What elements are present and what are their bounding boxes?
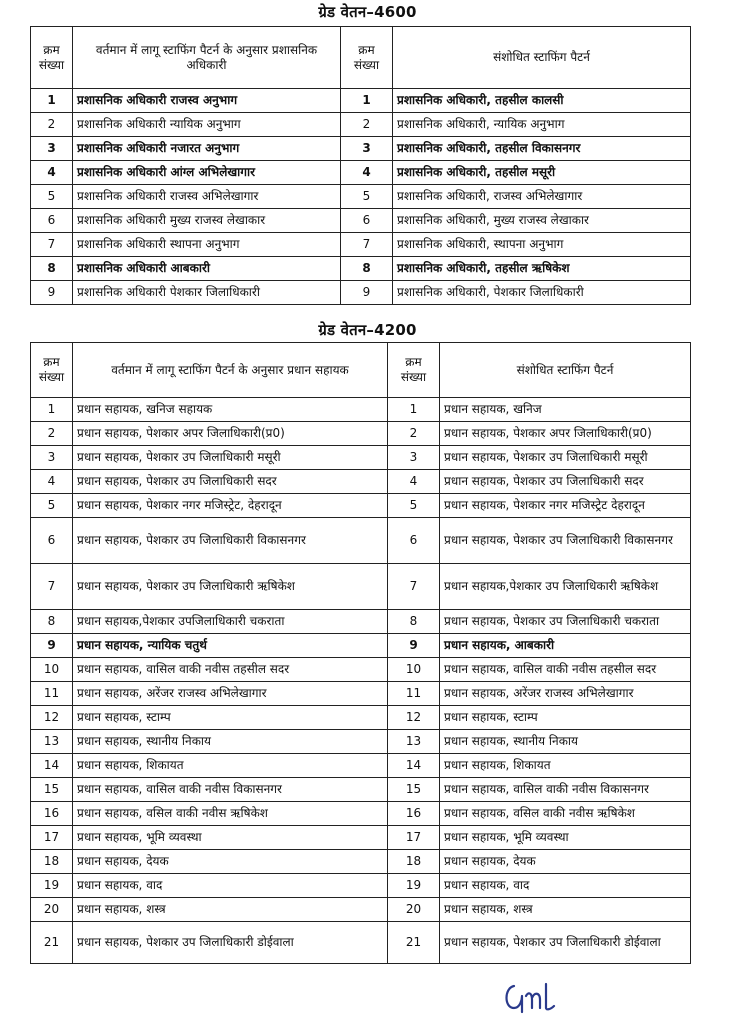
cell-sno-right: 13 xyxy=(388,730,440,754)
cell-sno-right: 4 xyxy=(388,470,440,494)
cell-revised: प्रधान सहायक, आबकारी xyxy=(440,634,691,658)
cell-sno-left: 5 xyxy=(31,185,73,209)
cell-current: प्रधान सहायक, पेशकार नगर मजिस्ट्रेट, देहरादून xyxy=(73,494,388,518)
cell-current: प्रधान सहायक, भूमि व्यवस्था xyxy=(73,826,388,850)
cell-revised: प्रशासनिक अधिकारी, स्थापना अनुभाग xyxy=(393,233,691,257)
cell-sno-left: 9 xyxy=(31,634,73,658)
signature xyxy=(500,978,560,1018)
cell-revised: प्रशासनिक अधिकारी, तहसील कालसी xyxy=(393,89,691,113)
cell-sno-right: 14 xyxy=(388,754,440,778)
table-row xyxy=(31,209,691,233)
cell-current: प्रशासनिक अधिकारी आबकारी xyxy=(73,257,341,281)
cell-revised: प्रधान सहायक, पेशकार उप जिलाधिकारी सदर xyxy=(440,470,691,494)
cell-revised: प्रधान सहायक, वासिल वाकी नवीस तहसील सदर xyxy=(440,658,691,682)
cell-current: प्रधान सहायक, शिकायत xyxy=(73,754,388,778)
cell-revised: प्रशासनिक अधिकारी, तहसील मसूरी xyxy=(393,161,691,185)
header-sno-left: क्रम संख्या xyxy=(31,27,73,89)
cell-sno-right: 3 xyxy=(341,137,393,161)
cell-revised: प्रधान सहायक, खनिज xyxy=(440,398,691,422)
cell-sno-left: 21 xyxy=(31,922,73,964)
header-sno-right: क्रम संख्या xyxy=(341,27,393,89)
cell-current: प्रधान सहायक, पेशकार उप जिलाधिकारी सदर xyxy=(73,470,388,494)
table-row xyxy=(31,730,691,754)
cell-current: प्रशासनिक अधिकारी स्थापना अनुभाग xyxy=(73,233,341,257)
cell-revised: प्रधान सहायक, स्थानीय निकाय xyxy=(440,730,691,754)
cell-sno-left: 9 xyxy=(31,281,73,305)
table-row xyxy=(31,494,691,518)
table-row xyxy=(31,922,691,964)
table-row xyxy=(31,898,691,922)
cell-sno-left: 4 xyxy=(31,470,73,494)
cell-sno-left: 20 xyxy=(31,898,73,922)
table-row xyxy=(31,281,691,305)
cell-sno-right: 3 xyxy=(388,446,440,470)
table-row xyxy=(31,257,691,281)
cell-sno-right: 18 xyxy=(388,850,440,874)
table-row xyxy=(31,518,691,564)
cell-revised: प्रधान सहायक, वाद xyxy=(440,874,691,898)
cell-current: प्रधान सहायक, वसिल वाकी नवीस ऋषिकेश xyxy=(73,802,388,826)
table-header-row xyxy=(31,343,691,398)
table-row xyxy=(31,564,691,610)
cell-current: प्रधान सहायक, न्यायिक चतुर्थ xyxy=(73,634,388,658)
cell-sno-right: 11 xyxy=(388,682,440,706)
cell-current: प्रधान सहायक, वाद xyxy=(73,874,388,898)
header-sno-right: क्रम संख्या xyxy=(388,343,440,398)
cell-sno-right: 1 xyxy=(388,398,440,422)
cell-sno-left: 13 xyxy=(31,730,73,754)
cell-sno-right: 16 xyxy=(388,802,440,826)
cell-sno-left: 17 xyxy=(31,826,73,850)
cell-current: प्रधान सहायक, स्थानीय निकाय xyxy=(73,730,388,754)
cell-sno-right: 1 xyxy=(341,89,393,113)
header-revised-pattern: संशोधित स्टाफिंग पैटर्न xyxy=(440,343,691,398)
cell-revised: प्रशासनिक अधिकारी, तहसील ऋषिकेश xyxy=(393,257,691,281)
cell-revised: प्रधान सहायक, भूमि व्यवस्था xyxy=(440,826,691,850)
cell-revised: प्रधान सहायक, स्टाम्प xyxy=(440,706,691,730)
cell-revised: प्रशासनिक अधिकारी, न्यायिक अनुभाग xyxy=(393,113,691,137)
cell-current: प्रधान सहायक, पेशकार उप जिलाधिकारी मसूरी xyxy=(73,446,388,470)
cell-sno-left: 12 xyxy=(31,706,73,730)
cell-current: प्रधान सहायक,पेशकार उपजिलाधिकारी चकराता xyxy=(73,610,388,634)
header-current-pattern: वर्तमान में लागू स्टाफिंग पैटर्न के अनुसार प्रशासनिक अधिकारी xyxy=(73,27,341,89)
cell-revised: प्रधान सहायक, पेशकार नगर मजिस्ट्रेट देहरादून xyxy=(440,494,691,518)
table-row xyxy=(31,446,691,470)
cell-sno-right: 7 xyxy=(341,233,393,257)
cell-sno-right: 9 xyxy=(388,634,440,658)
table-row xyxy=(31,706,691,730)
cell-current: प्रशासनिक अधिकारी राजस्व अनुभाग xyxy=(73,89,341,113)
cell-sno-right: 7 xyxy=(388,564,440,610)
cell-sno-right: 6 xyxy=(341,209,393,233)
header-current-pattern: वर्तमान में लागू स्टाफिंग पैटर्न के अनुसार प्रधान सहायक xyxy=(73,343,388,398)
table-row xyxy=(31,778,691,802)
cell-sno-left: 11 xyxy=(31,682,73,706)
cell-current: प्रधान सहायक, वासिल वाकी नवीस विकासनगर xyxy=(73,778,388,802)
table-row xyxy=(31,233,691,257)
header-revised-pattern: संशोधित स्टाफिंग पैटर्न xyxy=(393,27,691,89)
cell-revised: प्रधान सहायक, वासिल वाकी नवीस विकासनगर xyxy=(440,778,691,802)
cell-sno-left: 14 xyxy=(31,754,73,778)
cell-revised: प्रधान सहायक, पेशकार उप जिलाधिकारी डोईवाला xyxy=(440,922,691,964)
table-row xyxy=(31,137,691,161)
cell-sno-left: 3 xyxy=(31,446,73,470)
table-row xyxy=(31,610,691,634)
cell-sno-left: 2 xyxy=(31,113,73,137)
cell-current: प्रधान सहायक, पेशकार अपर जिलाधिकारी(प्र0) xyxy=(73,422,388,446)
cell-revised: प्रधान सहायक, अरेंजर राजस्व अभिलेखागार xyxy=(440,682,691,706)
cell-current: प्रधान सहायक, पेशकार उप जिलाधिकारी विकासनगर xyxy=(73,518,388,564)
table-row xyxy=(31,658,691,682)
cell-sno-right: 15 xyxy=(388,778,440,802)
table-row xyxy=(31,398,691,422)
cell-sno-right: 4 xyxy=(341,161,393,185)
cell-revised: प्रधान सहायक, देयक xyxy=(440,850,691,874)
table-header-row xyxy=(31,27,691,89)
header-sno-left: क्रम संख्या xyxy=(31,343,73,398)
cell-revised: प्रधान सहायक, पेशकार अपर जिलाधिकारी(प्र0) xyxy=(440,422,691,446)
cell-sno-right: 6 xyxy=(388,518,440,564)
cell-sno-left: 4 xyxy=(31,161,73,185)
cell-revised: प्रधान सहायक, पेशकार उप जिलाधिकारी मसूरी xyxy=(440,446,691,470)
cell-current: प्रधान सहायक, अरेंजर राजस्व अभिलेखागार xyxy=(73,682,388,706)
cell-sno-left: 10 xyxy=(31,658,73,682)
cell-sno-right: 2 xyxy=(341,113,393,137)
cell-revised: प्रशासनिक अधिकारी, मुख्य राजस्व लेखाकार xyxy=(393,209,691,233)
cell-current: प्रशासनिक अधिकारी आंग्ल अभिलेखागार xyxy=(73,161,341,185)
table-row xyxy=(31,874,691,898)
cell-sno-left: 1 xyxy=(31,89,73,113)
table-row xyxy=(31,634,691,658)
cell-sno-right: 5 xyxy=(388,494,440,518)
cell-sno-right: 19 xyxy=(388,874,440,898)
cell-sno-left: 19 xyxy=(31,874,73,898)
section2-title: ग्रेड वेतन–4200 xyxy=(318,321,417,339)
cell-sno-left: 8 xyxy=(31,610,73,634)
cell-sno-left: 7 xyxy=(31,564,73,610)
table-row xyxy=(31,850,691,874)
cell-revised: प्रशासनिक अधिकारी, पेशकार जिलाधिकारी xyxy=(393,281,691,305)
cell-sno-right: 17 xyxy=(388,826,440,850)
cell-revised: प्रधान सहायक, वसिल वाकी नवीस ऋषिकेश xyxy=(440,802,691,826)
table-grade-4200 xyxy=(30,342,691,964)
cell-sno-right: 5 xyxy=(341,185,393,209)
cell-current: प्रधान सहायक, पेशकार उप जिलाधिकारी डोईवाला xyxy=(73,922,388,964)
cell-revised: प्रधान सहायक, पेशकार उप जिलाधिकारी चकराता xyxy=(440,610,691,634)
cell-sno-left: 8 xyxy=(31,257,73,281)
cell-current: प्रशासनिक अधिकारी पेशकार जिलाधिकारी xyxy=(73,281,341,305)
cell-sno-left: 2 xyxy=(31,422,73,446)
table-row xyxy=(31,470,691,494)
cell-revised: प्रधान सहायक, शस्त्र xyxy=(440,898,691,922)
table-row xyxy=(31,185,691,209)
cell-sno-right: 2 xyxy=(388,422,440,446)
cell-sno-right: 21 xyxy=(388,922,440,964)
section1-title: ग्रेड वेतन–4600 xyxy=(318,3,417,21)
table-row xyxy=(31,89,691,113)
cell-current: प्रधान सहायक, खनिज सहायक xyxy=(73,398,388,422)
cell-current: प्रधान सहायक, वासिल वाकी नवीस तहसील सदर xyxy=(73,658,388,682)
table-grade-4600 xyxy=(30,26,691,305)
cell-current: प्रधान सहायक, पेशकार उप जिलाधिकारी ऋषिकेश xyxy=(73,564,388,610)
cell-sno-right: 12 xyxy=(388,706,440,730)
table-row xyxy=(31,682,691,706)
cell-sno-left: 6 xyxy=(31,209,73,233)
table-row xyxy=(31,161,691,185)
cell-revised: प्रधान सहायक,पेशकार उप जिलाधिकारी ऋषिकेश xyxy=(440,564,691,610)
table-row xyxy=(31,826,691,850)
cell-revised: प्रधान सहायक, पेशकार उप जिलाधिकारी विकासनगर xyxy=(440,518,691,564)
cell-current: प्रधान सहायक, शस्त्र xyxy=(73,898,388,922)
cell-sno-left: 18 xyxy=(31,850,73,874)
cell-sno-right: 8 xyxy=(341,257,393,281)
cell-current: प्रशासनिक अधिकारी न्यायिक अनुभाग xyxy=(73,113,341,137)
table-row xyxy=(31,802,691,826)
cell-sno-left: 15 xyxy=(31,778,73,802)
cell-sno-right: 10 xyxy=(388,658,440,682)
table-row xyxy=(31,113,691,137)
cell-sno-left: 1 xyxy=(31,398,73,422)
cell-sno-left: 3 xyxy=(31,137,73,161)
table-row xyxy=(31,754,691,778)
cell-current: प्रधान सहायक, देयक xyxy=(73,850,388,874)
cell-sno-right: 8 xyxy=(388,610,440,634)
cell-sno-right: 20 xyxy=(388,898,440,922)
cell-revised: प्रशासनिक अधिकारी, तहसील विकासनगर xyxy=(393,137,691,161)
cell-current: प्रशासनिक अधिकारी नजारत अनुभाग xyxy=(73,137,341,161)
cell-sno-right: 9 xyxy=(341,281,393,305)
cell-sno-left: 6 xyxy=(31,518,73,564)
cell-current: प्रशासनिक अधिकारी मुख्य राजस्व लेखाकार xyxy=(73,209,341,233)
cell-sno-left: 16 xyxy=(31,802,73,826)
cell-revised: प्रधान सहायक, शिकायत xyxy=(440,754,691,778)
cell-sno-left: 7 xyxy=(31,233,73,257)
cell-current: प्रशासनिक अधिकारी राजस्व अभिलेखागार xyxy=(73,185,341,209)
table-row xyxy=(31,422,691,446)
cell-current: प्रधान सहायक, स्टाम्प xyxy=(73,706,388,730)
cell-revised: प्रशासनिक अधिकारी, राजस्व अभिलेखागार xyxy=(393,185,691,209)
cell-sno-left: 5 xyxy=(31,494,73,518)
